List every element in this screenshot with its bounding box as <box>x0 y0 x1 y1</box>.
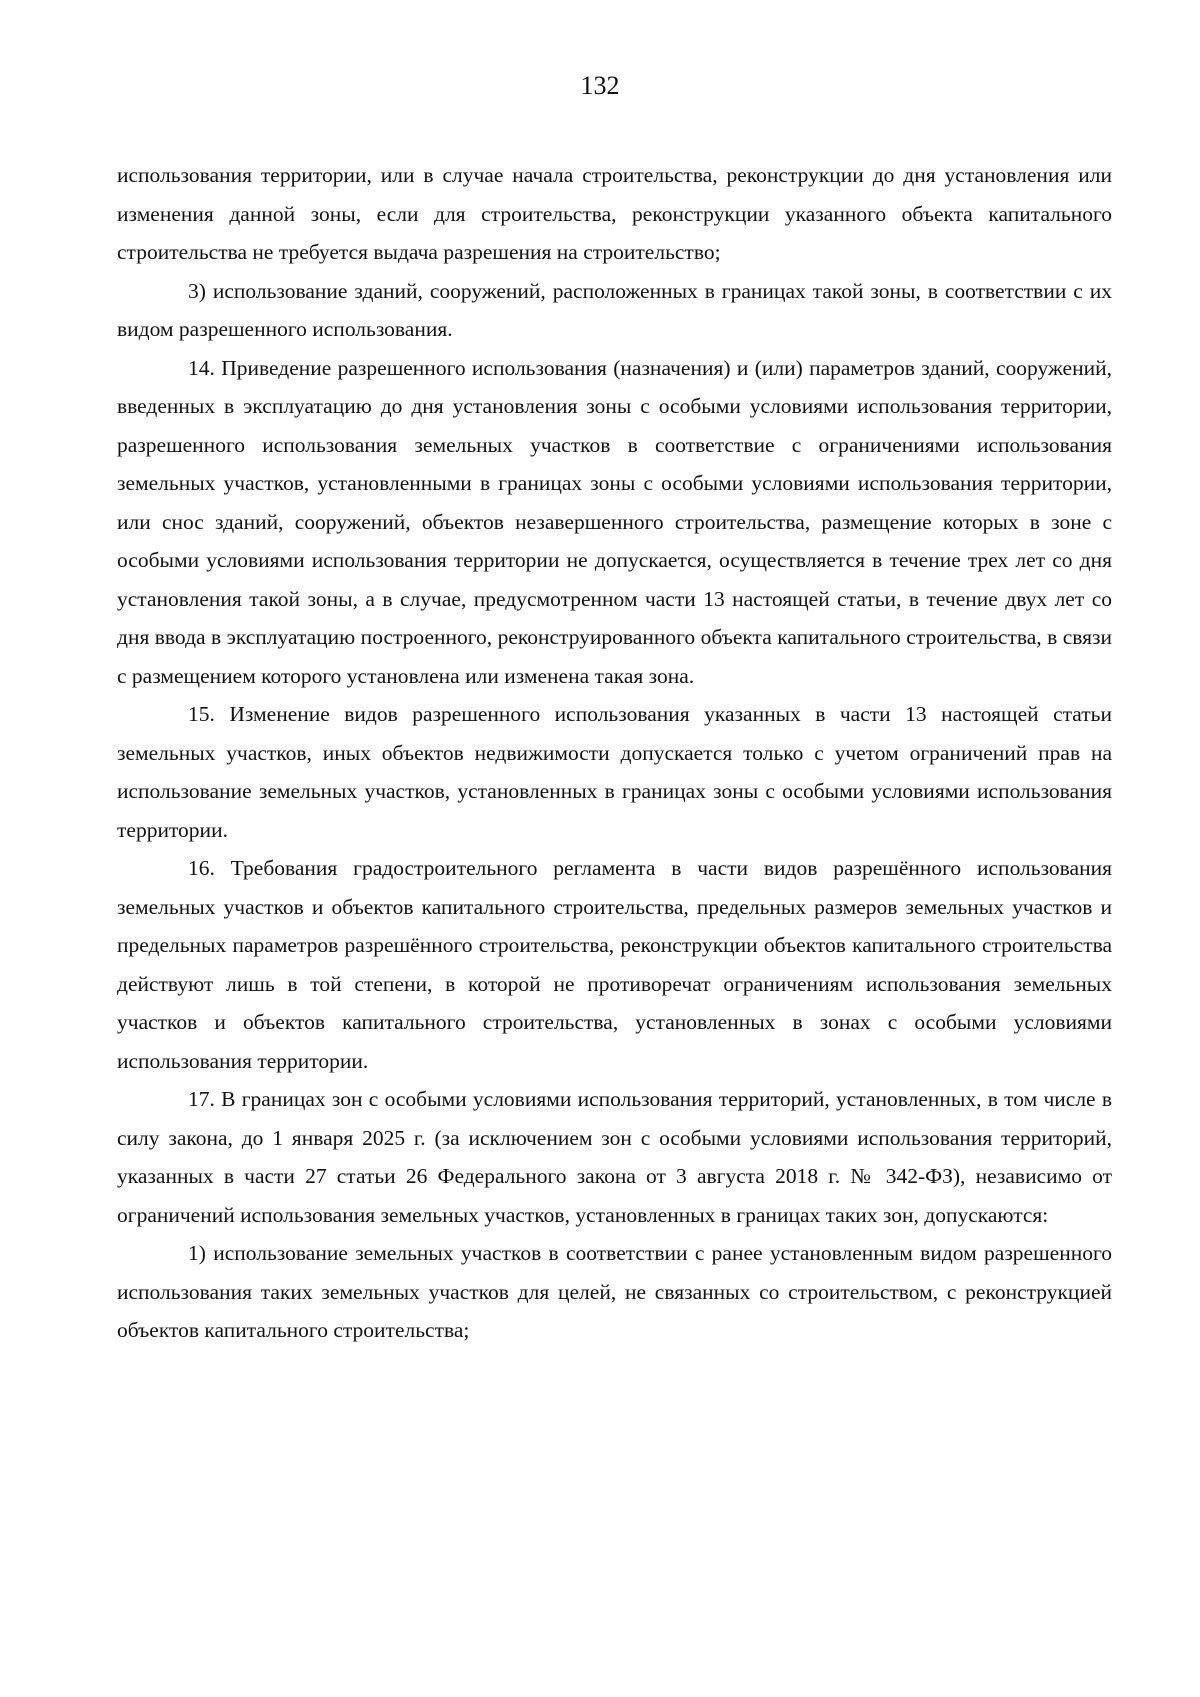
paragraph-continuation: использования территории, или в случае начала строительства, реконструкции до дня установления или изменения данной зоны, если для строительства, реконструкции указанного объекта капитального строительства не требуется выдача разрешения на строительство; <box>117 163 1112 264</box>
paragraph-clause-14: 14. Приведение разрешенного использования (назначения) и (или) параметров зданий, сооружений, введенных в эксплуатацию до дня установления зоны с особыми условиями использования территории, разрешенного использования земельных участков в соответствие с ограничениями использования земельных участков, установленными в границах зоны с особыми условиями использования территории, или снос зданий, сооружений, объектов незавершенного строительства, размещение которых в зоне с особыми условиями использования территории не допускается, осуществляется в течение трех лет со дня установления такой зоны, а в случае, предусмотренном части 13 настоящей статьи, в течение двух лет со дня ввода в эксплуатацию построенного, реконструированного объекта капитального строительства, в связи с размещением которого установлена или изменена такая зона. <box>117 355 1112 688</box>
paragraph-clause-16: 16. Требования градостроительного регламента в части видов разрешённого использования земельных участков и объектов капитального строительства, предельных размеров земельных участков и предельных параметров разрешённого строительства, реконструкции объектов капитального строительства действуют лишь в той степени, в которой не противоречат ограничениям использования земельных участков и объектов капитального строительства, установленных в зонах с особыми условиями использования территории. <box>117 856 1112 1073</box>
document-body <box>117 156 1112 1350</box>
paragraph-clause-15: 15. Изменение видов разрешенного использования указанных в части 13 настоящей статьи земельных участков, иных объектов недвижимости допускается только с учетом ограничений прав на использование земельных участков, установленных в границах зоны с особыми условиями использования территории. <box>117 702 1112 842</box>
paragraph-clause-17: 17. В границах зон с особыми условиями использования территорий, установленных, в том числе в силу закона, до 1 января 2025 г. (за исключением зон с особыми условиями использования территорий, указанных в части 27 статьи 26 Федерального закона от 3 августа 2018 г. № 342-ФЗ), независимо от ограничений использования земельных участков, установленных в границах таких зон, допускаются: <box>117 1087 1112 1227</box>
paragraph-item-3: 3) использование зданий, сооружений, расположенных в границах такой зоны, в соответствии с их видом разрешенного использования. <box>117 278 1112 341</box>
page-number: 132 <box>580 71 620 100</box>
paragraph-item-1: 1) использование земельных участков в соответствии с ранее установленным видом разрешенного использования таких земельных участков для целей, не связанных со строительством, с реконструкцией объектов капитального строительства; <box>117 1241 1112 1342</box>
